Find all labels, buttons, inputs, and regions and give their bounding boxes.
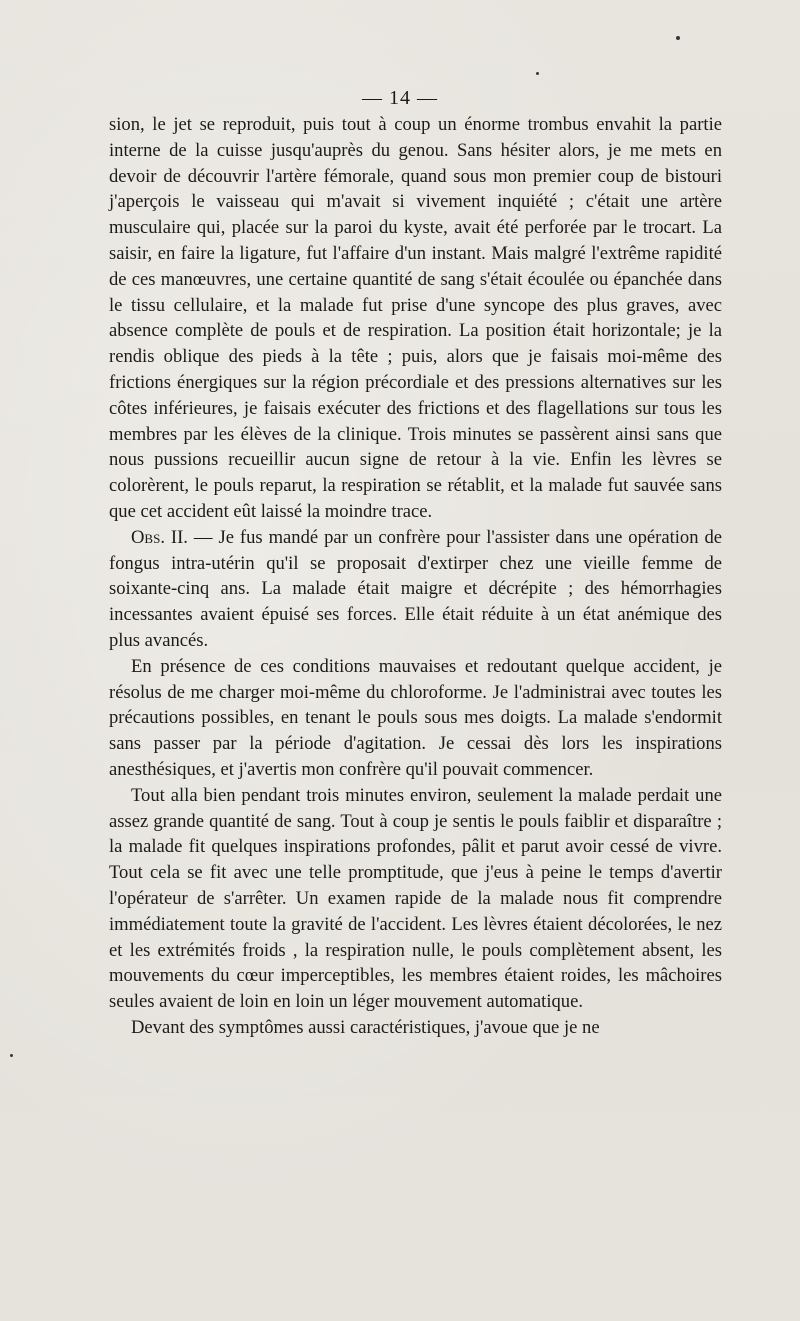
page-number: — 14 — [362,87,438,109]
paper-speck [10,1054,13,1057]
paragraph-2-text: — Je fus mandé par un confrère pour l'assister dans une opération de fongus intra-utérin qu'il se proposait d'extirper chez une vieille femme de soixante-cinq ans. La malade était maigre et décrépite ; des hémorrhagies incessantes avaient épuisé ses forces. Elle était réduite à un état anémique des plus avancés. [109,526,722,651]
paragraph-4: Tout alla bien pendant trois minutes environ, seulement la malade perdait une assez grande quantité de sang. Tout à coup je sentis le pouls faiblir et disparaître ; la malade fit quelques inspirations profondes, pâlit et parut avoir cessé de vivre. Tout cela se fit avec une telle promptitude, que j'eus à peine le temps d'avertir l'opérateur de s'arrêter. Un examen rapide de la malade nous fit comprendre immédiatement toute la gravité de l'accident. Les lèvres étaient décolorées, le nez et les extrémités froids , la respiration nulle, le pouls complètement absent, les mouvements du cœur imperceptibles, les membres étaient roides, les mâchoires seules avaient de loin en loin un léger mouvement automatique. [109,784,722,1013]
paragraph-1: sion, le jet se reproduit, puis tout à coup un énorme trombus envahit la partie interne de la cuisse jusqu'auprès du genou. Sans hésiter alors, je me mets en devoir de découvrir l'artère fémorale, quand sous mon premier coup de bistouri j'aperçois le vaisseau qui m'avait si vivement inquiété ; c'était une artère musculaire qui, placée sur la paroi du kyste, avait été perforée par le trocart. La saisir, en faire la ligature, fut l'affaire d'un instant. Mais malgré l'extrême rapidité de ces manœuvres, une certaine quantité de sang s'était écoulée ou épanchée dans le tissu cellulaire, et la malade fut prise d'une syncope des plus graves, avec absence complète de pouls et de respiration. La position était horizontale; je la rendis oblique des pieds à la tête ; puis, alors que je faisais moi-même des frictions énergiques sur la région précordiale et des pressions alternatives sur les côtes inférieures, je faisais exécuter des frictions et des flagellations sur tous les membres par les élèves de la clinique. Trois minutes se passèrent ainsi sans que nous pussions recueillir aucun signe de retour à la vie. Enfin les lèvres se colorèrent, le pouls reparut, la respiration se rétablit, et la malade fut sauvée sans que cet accident eût laissé la moindre trace. [109,114,722,522]
paragraph-2 [109,525,722,654]
paper-speck [676,36,680,40]
paragraph-5: Devant des symptômes aussi caractéristiques, j'avoue que je ne [131,1016,600,1038]
paper-speck [536,72,539,75]
paragraph-3: En présence de ces conditions mauvaises et redoutant quelque accident, je résolus de me charger moi-même du chloroforme. Je l'administrai avec toutes les précautions possibles, en tenant le pouls sous mes doigts. La malade s'endormit sans passer par la période d'agitation. Je cessai dès lors les inspirations anesthésiques, et j'avertis mon confrère qu'il pouvait commencer. [109,655,722,780]
body-text [109,112,722,1041]
observation-label: Obs. II. [131,526,188,548]
